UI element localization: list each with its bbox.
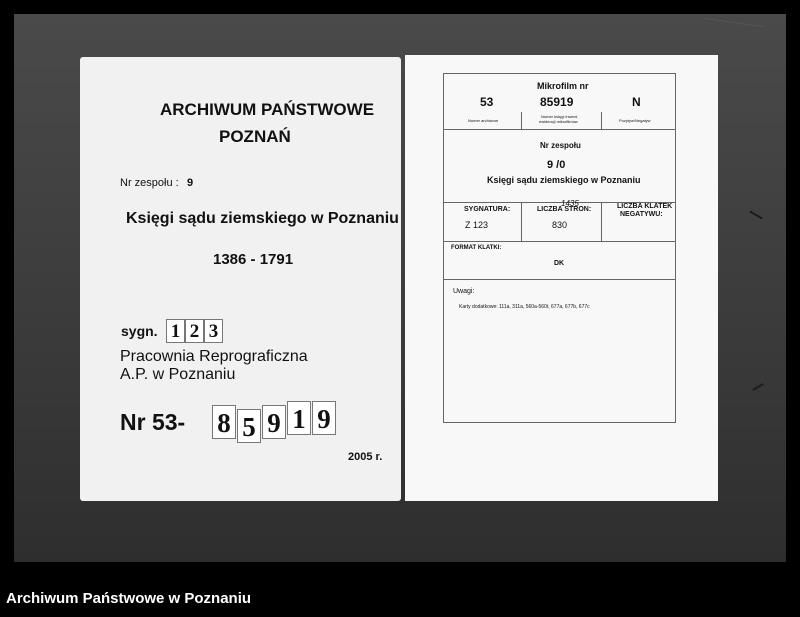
workshop-line2: A.P. w Poznaniu — [120, 366, 236, 383]
grid-line — [444, 129, 675, 130]
archive-number-label: Numer archiwum — [468, 118, 499, 123]
catalogue-card — [80, 57, 401, 501]
microfilm-number-prefix: Nr 53- — [120, 409, 186, 435]
archive-number: 53 — [480, 95, 494, 109]
sygn-digit: 2 — [185, 319, 204, 343]
zespol-label: Nr zespołu — [540, 141, 581, 150]
sygn-digit: 3 — [204, 319, 223, 343]
uwagi-text: Karty dodatkowe: 111a, 311a, 560a-560t, 677a, 677b, 677c — [459, 304, 590, 310]
mikrofilm-number: 85919 — [540, 95, 574, 109]
microfilm-digit: 5 — [237, 409, 261, 443]
grid-line — [601, 202, 602, 241]
handwritten-note: 1435 — [561, 199, 579, 208]
format-klatki-label: FORMAT KLATKI: — [451, 245, 502, 251]
sygnatura-label: SYGNATURA: — [464, 206, 511, 213]
negative-type-code: N — [632, 95, 641, 109]
date-range: 1386 - 1791 — [213, 251, 294, 268]
microfilm-digit: 1 — [287, 401, 311, 435]
collection-title: Księgi sądu ziemskiego w Poznaniu — [126, 210, 399, 227]
card-year: 2005 r. — [348, 451, 383, 463]
zespol-value: 9 /0 — [547, 159, 566, 171]
grid-line — [521, 112, 522, 130]
grid-line — [444, 241, 675, 242]
sygnatura-value: Z 123 — [465, 220, 489, 230]
scan-background — [14, 14, 786, 562]
evidence-label-1: Numer księgi inwent. — [541, 114, 579, 119]
grid-line — [444, 279, 675, 280]
format-klatki-value: DK — [554, 260, 565, 267]
uwagi-label: Uwagi: — [453, 288, 475, 295]
mikrofilm-label: Mikrofilm nr — [537, 81, 589, 91]
pozytyw-label: Pozytyw/Negatyw — [619, 118, 651, 123]
zespol-label: Nr zespołu : — [120, 177, 179, 189]
microfilm-digit: 9 — [312, 401, 336, 435]
liczba-stron-label: LICZBA STRON: — [537, 206, 592, 213]
grid-line — [601, 112, 602, 130]
microfilm-digit: 9 — [262, 405, 286, 439]
microfilm-digit: 8 — [212, 405, 236, 439]
liczba-klatek-label-2: NEGATYWU: — [620, 211, 663, 218]
zespol-name: Księgi sądu ziemskiego w Poznaniu — [487, 175, 641, 185]
evidence-label-2: ewidencji mikrofilmów — [539, 119, 578, 124]
archive-name-line2: POZNAŃ — [219, 127, 291, 146]
sygn-label: sygn. — [121, 323, 158, 339]
microfilm-form — [405, 55, 718, 501]
form-grid — [443, 73, 676, 423]
archive-caption: Archiwum Państwowe w Poznaniu — [6, 590, 252, 607]
workshop-line1: Pracownia Reprograficzna — [120, 348, 308, 365]
sygn-digit: 1 — [166, 319, 185, 343]
liczba-stron-value: 830 — [552, 220, 568, 230]
zespol-value: 9 — [187, 177, 194, 189]
archive-name-line1: ARCHIWUM PAŃSTWOWE — [160, 100, 375, 119]
grid-line — [521, 202, 522, 241]
liczba-klatek-label-1: LICZBA KLATEK — [617, 203, 673, 210]
